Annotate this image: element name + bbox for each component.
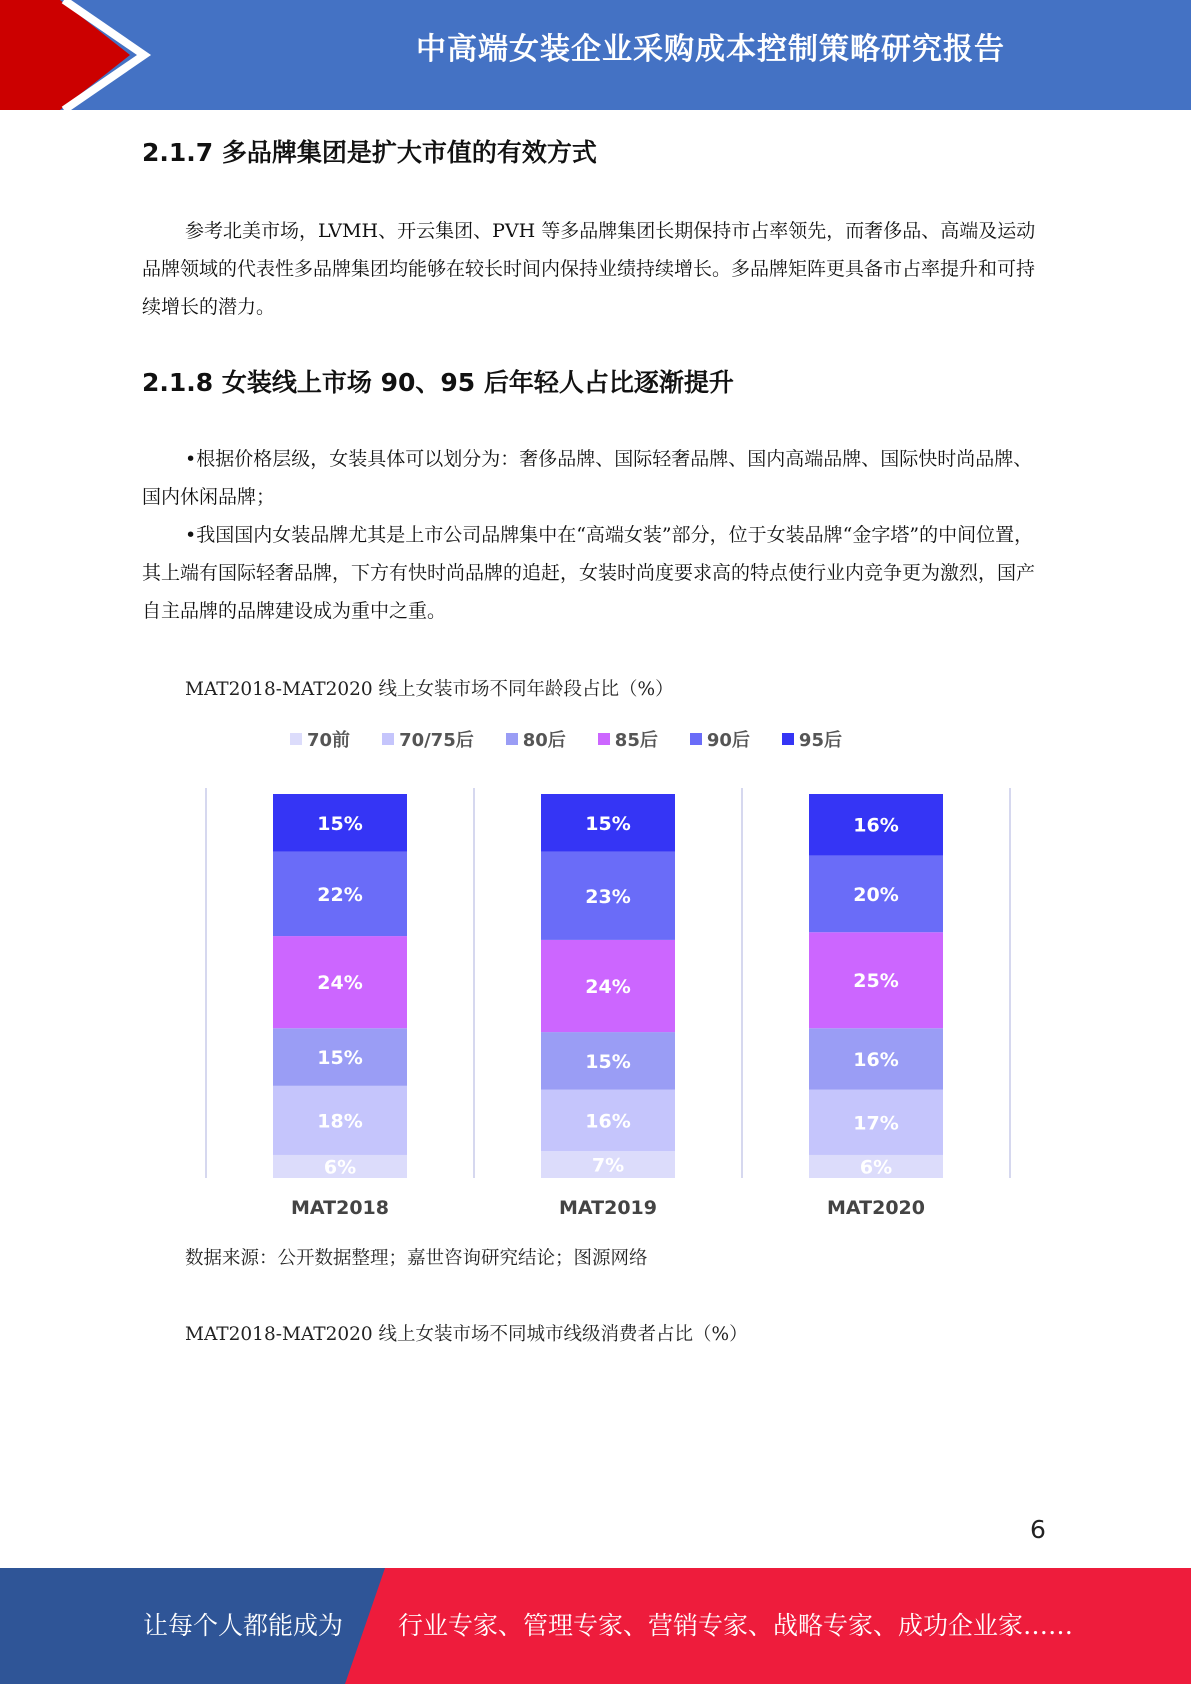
bar-value-label: 16%	[853, 1048, 899, 1071]
section-2-1-8-bullet-1: •根据价格层级，女装具体可以划分为：奢侈品牌、国际轻奢品牌、国内高端品牌、国际快时尚品牌、国内休闲品牌；	[142, 448, 1033, 508]
section-heading-2-1-7: 2.1.7 多品牌集团是扩大市值的有效方式	[142, 138, 597, 167]
bar-value-label: 24%	[585, 976, 631, 998]
x-tick-label: MAT2019	[559, 1197, 657, 1219]
legend-swatch	[782, 733, 794, 745]
bar-value-label: 7%	[591, 1154, 625, 1177]
section-2-1-8-bullet-2: •我国国内女装品牌尤其是上市公司品牌集中在“高端女装”部分，位于女装品牌“金字塔”的中间位置，其上端有国际轻奢品牌，下方有快时尚品牌的追赶，女装时尚度要求高的特点使行业内竞争更为激烈，国产自主品牌的品牌建设成为重中之重。	[142, 524, 1036, 622]
x-tick-label: MAT2020	[827, 1197, 925, 1219]
bar-value-label: 22%	[317, 883, 363, 906]
legend-swatch	[506, 733, 518, 745]
legend-label: 70前	[307, 730, 351, 751]
footer-slogan-left: 让每个人都能成为	[143, 1611, 344, 1640]
legend-label: 70/75后	[399, 730, 474, 751]
footer-slogan-right: 行业专家、管理专家、营销专家、战略专家、成功企业家……	[398, 1611, 1074, 1640]
bar-value-label: 15%	[585, 1050, 631, 1073]
page-header	[0, 0, 1191, 110]
chart-legend	[290, 726, 970, 752]
page-footer	[0, 1568, 1191, 1684]
legend-item	[690, 726, 750, 752]
bar-value-label: 16%	[853, 814, 899, 837]
bar-value-label: 24%	[317, 972, 363, 995]
bar-value-label: 25%	[853, 970, 899, 993]
legend-item	[290, 726, 350, 752]
bar-value-label: 17%	[853, 1112, 899, 1135]
age-group-stacked-bar-chart	[180, 780, 1040, 1230]
legend-item	[506, 726, 566, 752]
legend-swatch	[290, 733, 302, 745]
legend-label: 85后	[614, 730, 658, 751]
bar-value-label: 20%	[853, 883, 899, 906]
page-number: 6	[1030, 1515, 1046, 1544]
bar-value-label: 23%	[585, 885, 631, 908]
legend-swatch	[382, 733, 394, 745]
legend-label: 80后	[522, 730, 566, 751]
legend-item	[782, 726, 842, 752]
legend-label: 90后	[706, 730, 750, 751]
figure-caption: MAT2018-MAT2020 线上女装市场不同年龄段占比（%）	[185, 679, 674, 700]
bar-value-label: 6%	[859, 1156, 893, 1179]
x-tick-label: MAT2018	[291, 1197, 389, 1219]
bar-value-label: 15%	[317, 1047, 363, 1070]
legend-swatch	[690, 733, 702, 745]
bar-value-label: 6%	[323, 1156, 357, 1179]
document-title: 中高端女装企业采购成本控制策略研究报告	[416, 32, 1005, 67]
legend-swatch	[598, 733, 610, 745]
bar-value-label: 15%	[585, 812, 631, 835]
next-figure-caption: MAT2018-MAT2020 线上女装市场不同城市线级消费者占比（%）	[185, 1324, 748, 1345]
legend-item	[598, 726, 658, 752]
figure-source-note: 数据来源：公开数据整理；嘉世咨询研究结论；图源网络	[185, 1248, 648, 1269]
bar-value-label: 16%	[585, 1110, 631, 1133]
section-heading-2-1-8: 2.1.8 女装线上市场 90、95 后年轻人占比逐渐提升	[142, 368, 734, 397]
section-2-1-7-paragraph: 参考北美市场，LVMH、开云集团、PVH 等多品牌集团长期保持市占率领先，而奢侈品、高端及运动品牌领域的代表性多品牌集团均能够在较长时间内保持业绩持续增长。多品牌矩阵更具备市占率提升和可持续增长的潜力。	[142, 220, 1036, 318]
legend-item	[382, 726, 474, 752]
bar-value-label: 15%	[317, 812, 363, 835]
bar-value-label: 18%	[317, 1110, 363, 1133]
legend-label: 95后	[798, 730, 842, 751]
